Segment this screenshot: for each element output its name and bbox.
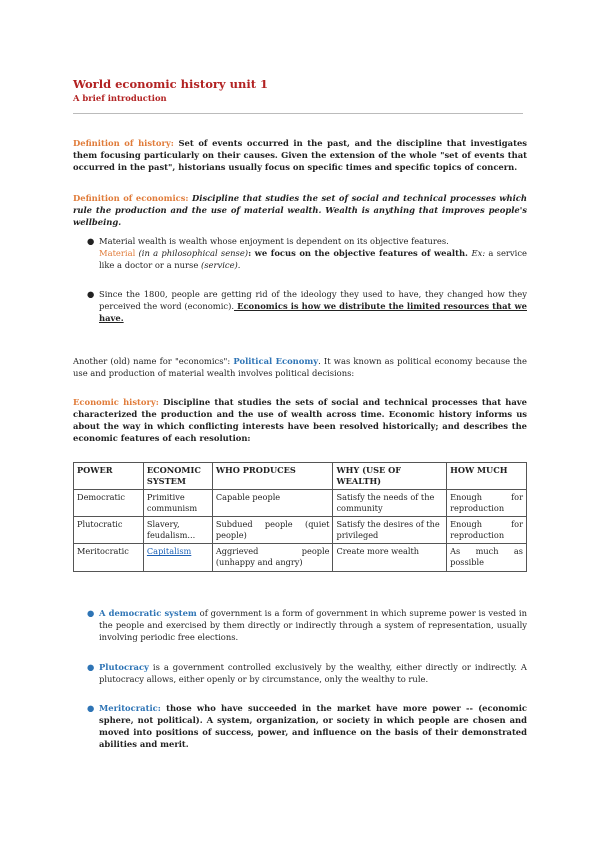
political-economy-label: Political Economy (233, 356, 319, 366)
table-header-cell: POWER (74, 463, 144, 490)
economic-history-paragraph (73, 397, 527, 445)
table-header-cell: ECONOMIC SYSTEM (143, 463, 212, 490)
power-systems-table (73, 462, 527, 572)
definition-history (73, 138, 527, 174)
bullet-ideology-text (99, 289, 527, 325)
bullet-ideology-underlined: Economics is how we distribute the limited resources that we have. (99, 300, 527, 323)
economic-history-text: Discipline that studies the sets of social and technical processes that have characterized the production and the use of wealth across time. Economic history informs us about the way in which conflicting interests have been resolved historically; and describes the economic features of each resolution: (73, 397, 527, 443)
material-label: Material (99, 247, 136, 258)
table-cell: Satisfy the needs of the community (333, 490, 447, 517)
table-cell: Satisfy the desires of the privileged (333, 517, 447, 544)
bullet-plutocracy-text (99, 662, 527, 686)
plutocracy-text: is a government controlled exclusively by the wealthy, either directly or indirectly. A plutocracy allows, either openly or by circumstance, only the wealthy to rule. (99, 662, 527, 684)
example-label: Ex: (471, 247, 486, 258)
meritocratic-label: Meritocratic: (99, 703, 161, 713)
table-cell: Enough for reproduction (447, 517, 527, 544)
table-cell: Primitive communism (143, 490, 212, 517)
bullet-meritocratic-text (99, 703, 527, 751)
material-text: : we focus on the objective features of wealth. (248, 247, 472, 258)
table-header-cell: WHY (USE OF WEALTH) (333, 463, 447, 490)
table-cell: Slavery, feudalism... (143, 517, 212, 544)
document-subtitle: A brief introduction (73, 93, 167, 103)
bullet-democratic-text (99, 608, 527, 644)
table-cell (143, 544, 212, 571)
bullet-icon: ● (87, 703, 95, 713)
table-header-cell: HOW MUCH (447, 463, 527, 490)
definition-economics-label: Definition of economics: (73, 193, 189, 203)
table-row (74, 517, 527, 544)
title-divider (73, 113, 523, 114)
table-cell: Create more wealth (333, 544, 447, 571)
definition-economics (73, 193, 527, 229)
table-row (74, 490, 527, 517)
definition-economics-text: Discipline that studies the set of social and technical processes which rule the production and the use of material wealth. Wealth is anything that improves people's wellbeing. (73, 193, 527, 227)
table-row (74, 544, 527, 571)
bullet-plutocracy (87, 662, 527, 686)
table-cell: As much as possible (447, 544, 527, 571)
democratic-text: of government is a form of government in which supreme power is vested in the people and exercised by them directly or indirectly through a system of representation, usually involving periodic free elections. (99, 608, 527, 642)
bullet-meritocratic (87, 703, 527, 751)
economic-history-label: Economic history: (73, 397, 159, 407)
table-header-row (74, 463, 527, 490)
document-title: World economic history unit 1 (73, 77, 269, 91)
bullet-icon: ● (87, 662, 95, 672)
table-cell: Meritocratic (74, 544, 144, 571)
table-cell: Enough for reproduction (447, 490, 527, 517)
table-cell: Capable people (212, 490, 333, 517)
table-cell: Aggrieved people (unhappy and angry) (212, 544, 333, 571)
meritocratic-text: those who have succeeded in the market have more power -- (economic sphere, not political). A system, organization, or society in which people are chosen and moved into positions of success, power, and influence on the basis of their demonstrated abilities and merit. (99, 703, 527, 749)
definition-history-label: Definition of history: (73, 138, 174, 148)
bullet-ideology (87, 289, 527, 325)
political-economy-paragraph (73, 356, 527, 380)
bullet-icon: ● (87, 289, 95, 299)
table-cell: Plutocratic (74, 517, 144, 544)
bullet-material-wealth (87, 236, 527, 272)
capitalism-link[interactable]: Capitalism (146, 546, 192, 557)
example-paren: (service). (200, 259, 241, 270)
material-paren: (in a philosophical sense) (135, 247, 249, 258)
plutocracy-label: Plutocracy (99, 662, 149, 672)
bullet-democratic (87, 608, 527, 644)
bullet-icon: ● (87, 236, 95, 246)
bullet-ideology-plain: Since the 1800, people are getting rid of the ideology they used to have, they changed how they perceived the word (economic). (99, 289, 527, 311)
bullet-icon: ● (87, 608, 95, 618)
political-economy-after: . It was known as political economy because the use and production of material wealth involves political decisions: (73, 356, 527, 378)
political-economy-before: Another (old) name for "economics": (73, 356, 234, 366)
definition-history-text: Set of events occurred in the past, and the discipline that investigates them focusing particularly on their causes. Given the extension of the whole "set of events that occurred in the past", historians usually focus on specific times and specific topics of concern. (73, 138, 527, 172)
bullet-material-subline (99, 248, 527, 272)
democratic-label: A democratic system (99, 608, 197, 618)
bullet-material-wealth-text: Material wealth is wealth whose enjoyment is dependent on its objective features. (99, 236, 449, 246)
table-cell: Subdued people (quiet people) (212, 517, 333, 544)
table-cell: Democratic (74, 490, 144, 517)
table-header-cell: WHO PRODUCES (212, 463, 333, 490)
example-text: a service like a doctor or a nurse (99, 247, 527, 270)
